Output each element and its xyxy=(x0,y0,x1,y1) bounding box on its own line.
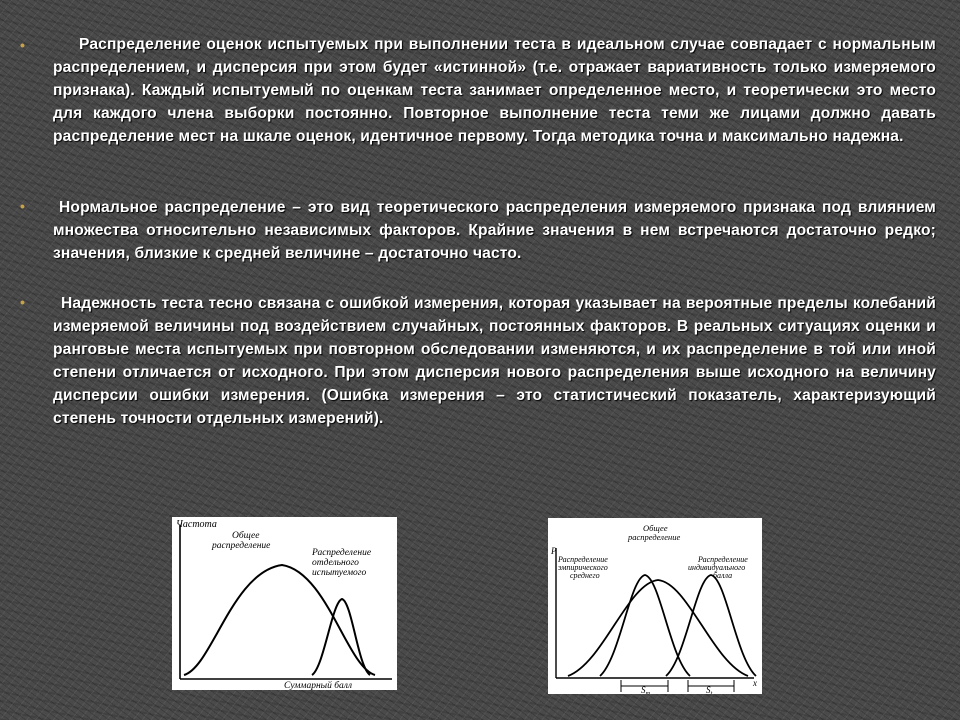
paragraph-1-text: Распределение оценок испытуемых при выполнении теста в идеальном случае совпадает с нормальным распределением, и дисперсия при этом будет «истинной» (т.е. отражает вариативность только измеряемого признака). Каждый испытуемый по оценкам теста занимает определенное место, и теоретически это место для каждого члена выборки постоянно. Повторное выполнение теста теми же лицами должно давать распределение мест на шкале оценок, идентичное первому. Тогда методика точна и максимально надежна. xyxy=(53,36,936,145)
bullet-2: • xyxy=(20,198,25,214)
interval-t-sub: t xyxy=(710,690,713,694)
bullet-3: • xyxy=(20,294,25,310)
individual-label-2: отдельного xyxy=(312,558,359,568)
general-distribution-curve xyxy=(184,565,375,675)
center-label-2: распределение xyxy=(628,532,681,542)
figure-error-distributions xyxy=(548,518,762,694)
left-label-1: Распределение xyxy=(558,555,608,564)
left-label-3: среднего xyxy=(570,571,600,580)
figure-left-svg xyxy=(172,517,397,690)
interval-t-main: S xyxy=(706,685,711,694)
left-label-2: эмпирического xyxy=(558,563,608,572)
right-label-3: балла xyxy=(713,571,733,580)
right-label-1: Распределение xyxy=(698,555,748,564)
right-label-2: индивидуального xyxy=(688,563,746,572)
paragraph-3-text: Надежность теста тесно связана с ошибкой измерения, которая указывает на вероятные пределы колебаний измеряемой величины под воздействием случайных, постоянных факторов. В реальных ситуациях оценки и ранговые места испытуемых при повторном обследовании изменяются, и их распределение в той или иной степени отличается от исходного. При этом дисперсия нового распределения выше исходного на величину дисперсии ошибки измерения. (Ошибка измерения – это статистический показатель, характеризующий степень точности отдельных измерений). xyxy=(53,295,936,427)
x-axis-label: x xyxy=(753,678,757,688)
general-label-1: Общее xyxy=(232,531,260,541)
paragraph-3 xyxy=(53,292,936,430)
interval-m-sub: m xyxy=(645,690,651,694)
paragraph-2 xyxy=(53,196,936,265)
bullet-1: • xyxy=(20,37,25,53)
general-label-2: распределение xyxy=(212,541,271,551)
y-axis-label: P xyxy=(551,546,557,556)
individual-label-1: Распределение xyxy=(312,548,372,558)
center-label-1: Общее xyxy=(643,523,668,533)
paragraph-2-text: Нормальное распределение – это вид теоретического распределения измеряемого признака под влиянием множества относительно независимых факторов. Крайние значения в нем встречаются достаточно редко; значения, близкие к средней величине – достаточно часто. xyxy=(53,199,936,262)
individual-label-3: испытуемого xyxy=(312,568,367,578)
y-axis-label: Частота xyxy=(176,519,217,530)
figure-individual-distribution xyxy=(172,517,397,690)
figure-right-svg xyxy=(548,518,762,694)
interval-m-main: S xyxy=(641,685,646,694)
x-axis-label: Суммарный балл xyxy=(284,681,353,690)
paragraph-1 xyxy=(53,33,936,148)
